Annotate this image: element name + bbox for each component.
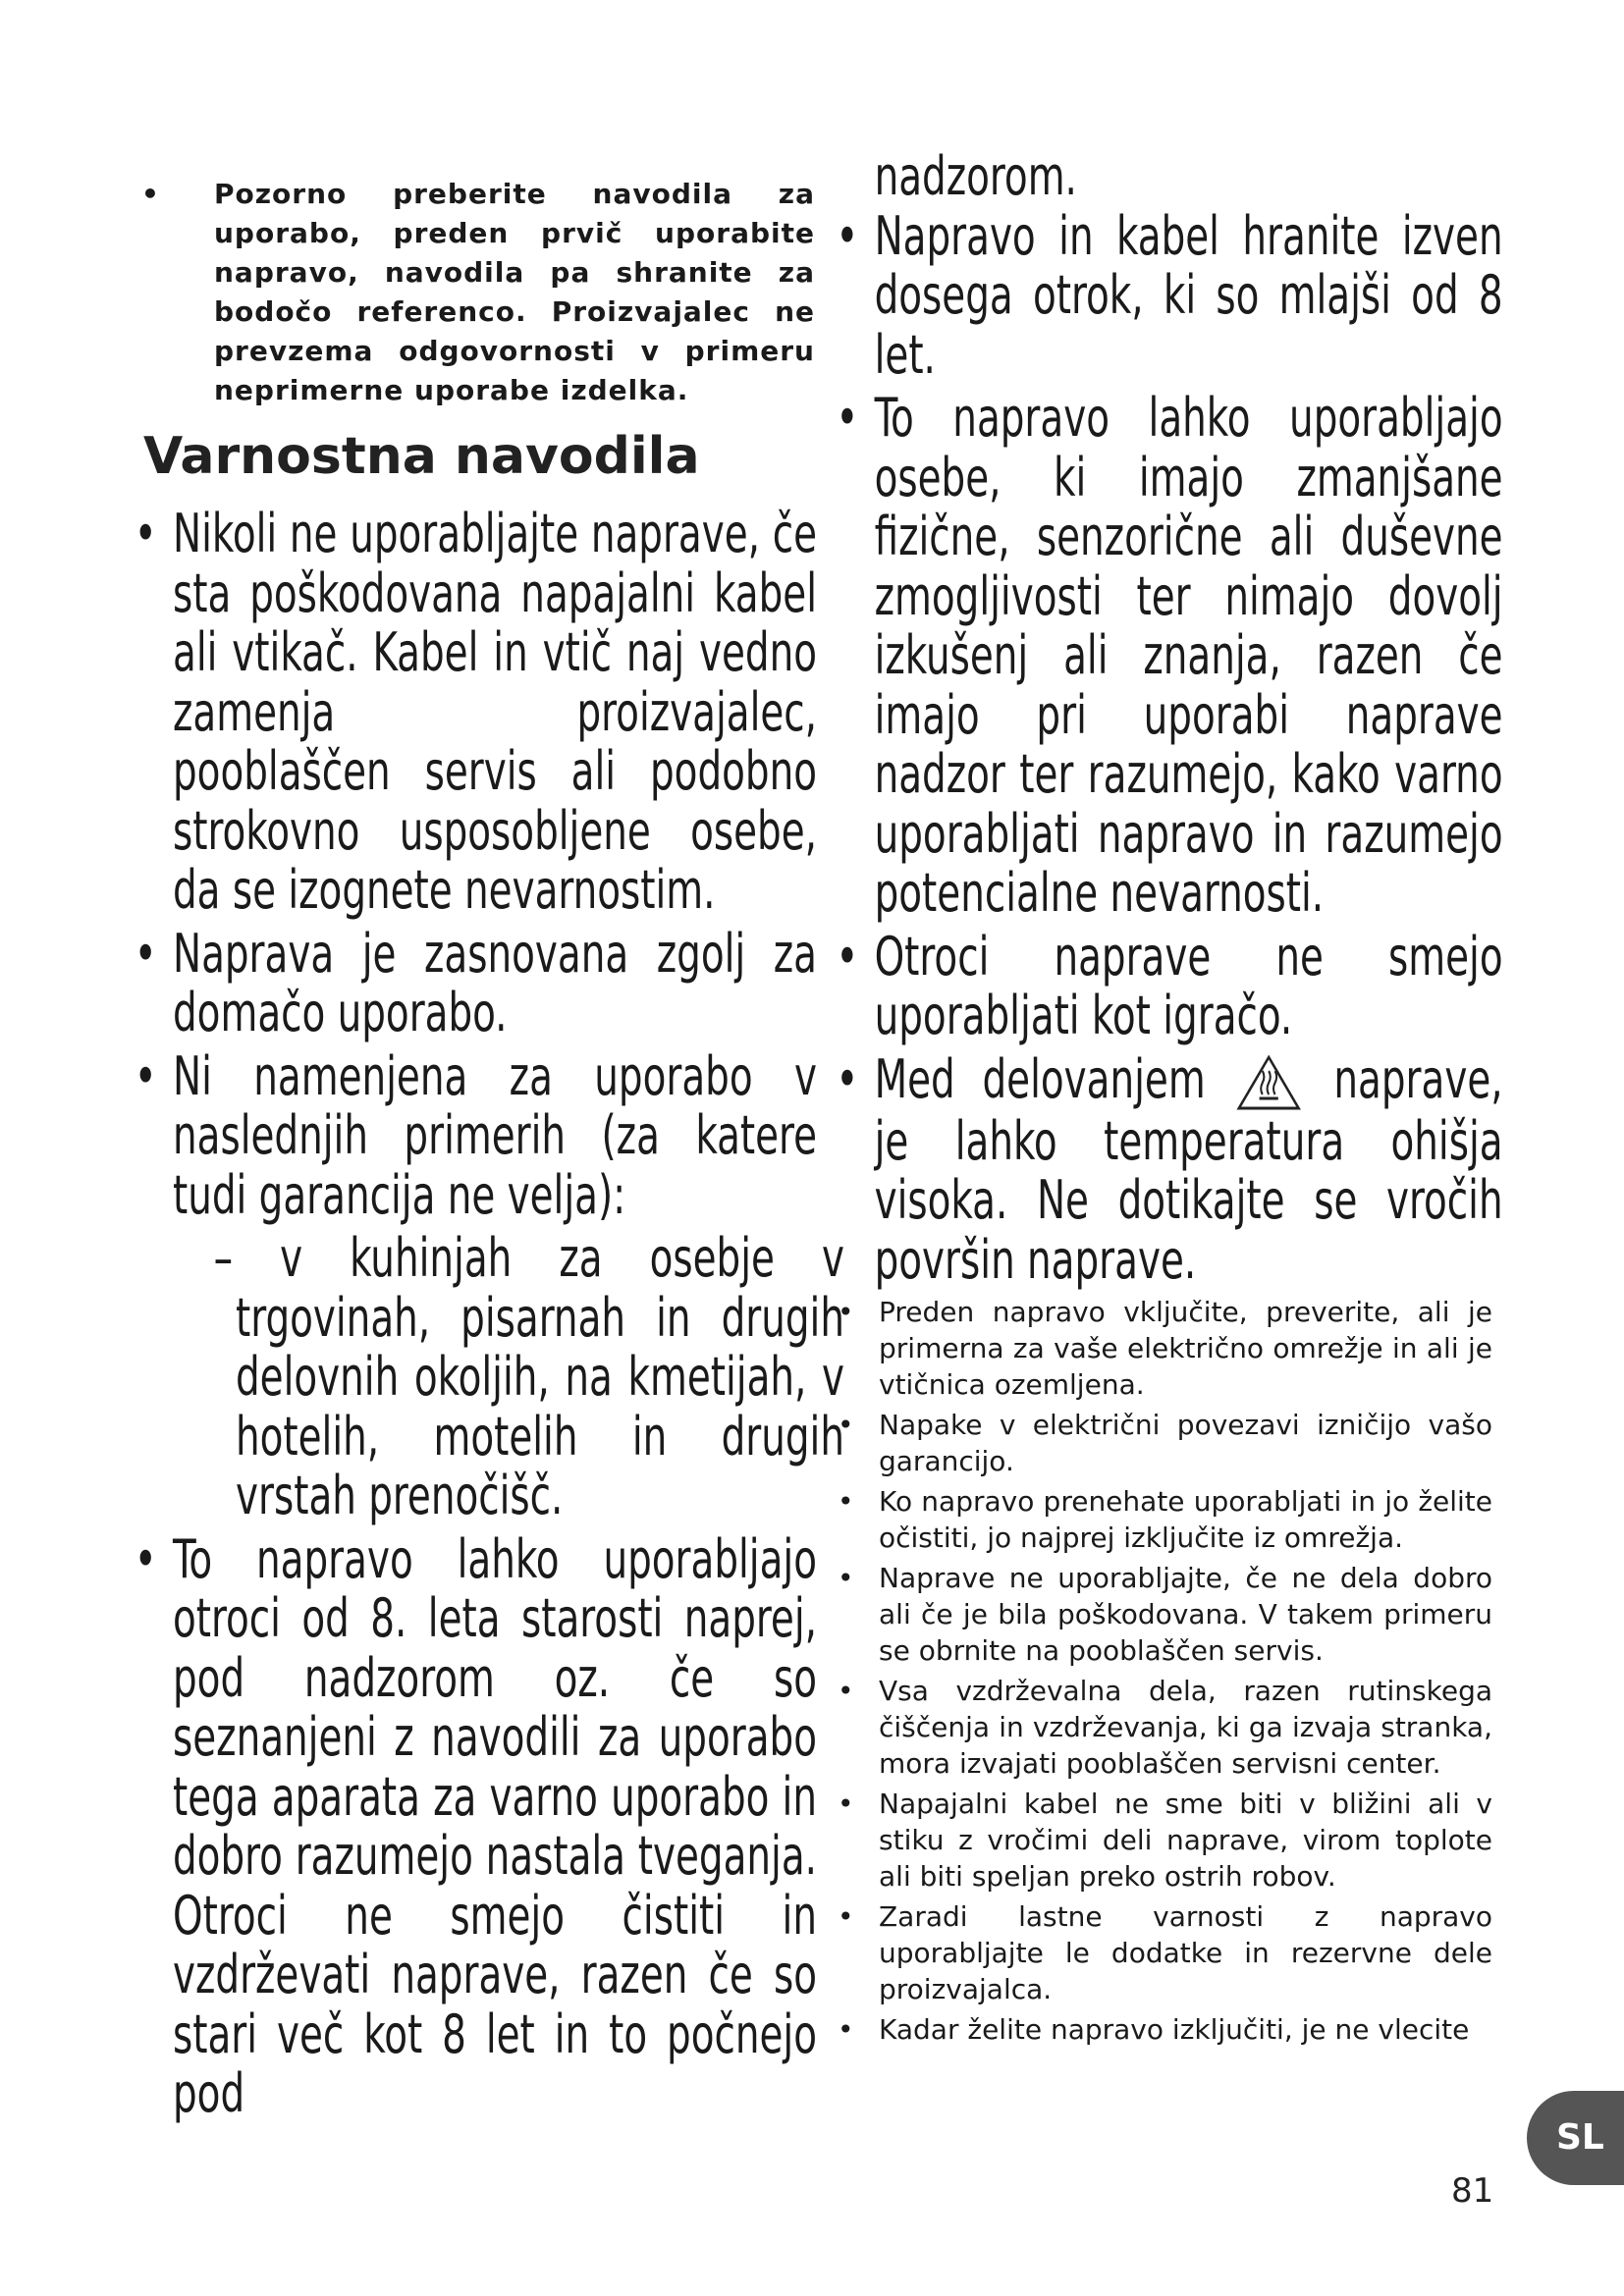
list-item: • Nikoli ne uporabljajte naprave, če sta poškodovana napajalni kabel ali vtikač. Kabel in vtič naj vedno zamenja proizvajalec, pooblaščen servis ali podobno strokovno usposobljene osebe, da se izognete nevarnostim. (137, 505, 817, 921)
list-item: • Kadar želite napravo izključiti, je ne vlecite (830, 2011, 1492, 2048)
left-column (137, 147, 845, 2128)
section-heading: Varnostna navodila (143, 427, 700, 486)
list-item: • Zaradi lastne varnosti z napravo uporabljajte le dodatke in rezervne dele proizvajalca. (830, 1898, 1492, 2007)
intro-text: • Pozorno preberite navodila za uporabo, preden prvič uporabite napravo, navodila pa shranite za bodočo referenco. Proizvajalec ne prevzema odgovornosti v primeru neprimerne uporabe izdelka. (137, 175, 815, 410)
list-item-hot-surface (830, 1047, 1503, 1291)
safety-list-small (830, 1294, 1492, 2048)
language-tab: SL (1527, 2091, 1624, 2185)
hot-surface-text-end: naprave, je lahko temperatura ohišja visoka. Ne dotikajte se vročih površin naprave. (874, 1047, 1503, 1291)
safety-list-right (830, 204, 1503, 1291)
list-item: • Naprava je zasnovana zgolj za domačo uporabo. (137, 925, 817, 1043)
list-item: • Ko napravo prenehate uporabljati in jo želite očistiti, jo najprej izključite iz omrežja. (830, 1483, 1492, 1556)
list-item: • Preden napravo vključite, preverite, ali je primerna za vaše električno omrežje in ali je vtičnica ozemljena. (830, 1294, 1492, 1403)
list-item: • Otroci naprave ne smejo uporabljati kot igračo. (830, 928, 1503, 1046)
list-item: • Napajalni kabel ne sme biti v bližini ali v stiku z vročimi deli naprave, virom toplote ali biti speljan preko ostrih robov. (830, 1786, 1492, 1895)
list-item: • Vsa vzdrževalna dela, razen rutinskega čiščenja in vzdrževanja, ki ga izvaja stranka, mora izvajati pooblaščen servisni center. (830, 1673, 1492, 1782)
list-item: • Ni namenjena za uporabo v naslednjih primerih (za katere tudi garancija ne velja): (137, 1047, 817, 1226)
hot-surface-text-start: Med delovanjem (874, 1047, 1206, 1110)
continued-text: nadzorom. (874, 145, 1077, 207)
list-item: • To napravo lahko uporabljajo otroci od 8. leta starosti naprej, pod nadzorom oz. če so seznanjeni z navodili za uporabo tega aparata za varno uporabo in dobro razumejo nastala tveganja. Otroci ne smejo čistiti in vzdrževati naprave, razen če so stari več kot 8 let in to počnejo pod (137, 1530, 817, 2124)
right-column (830, 145, 1503, 2052)
page-number: 81 (1451, 2171, 1494, 2211)
list-item: • To napravo lahko uporabljajo osebe, ki imajo zmanjšane fizične, senzorične ali duševne zmogljivosti ter nimajo dovolj izkušenj ali znanja, razen če imajo pri uporabi naprave nadzor ter razumejo, kako varno uporabljati napravo in razumejo potencialne nevarnosti. (830, 389, 1503, 924)
hot-surface-warning-icon (1236, 1053, 1302, 1112)
list-item: • Napravo in kabel hranite izven dosega otrok, ki so mlajši od 8 let. (830, 207, 1503, 386)
sub-list-item: – v kuhinjah za osebje v trgovinah, pisarnah in drugih delovnih okoljih, na kmetijah, v hotelih, motelih in drugih vrstah prenočišč. (213, 1227, 845, 1526)
list-item: • Napake v električni povezavi izničijo vašo garancijo. (830, 1407, 1492, 1479)
list-item: • Naprave ne uporabljajte, če ne dela dobro ali če je bila poškodovana. V takem primeru se obrnite na pooblaščen servis. (830, 1560, 1492, 1669)
safety-list-left (137, 503, 845, 2124)
